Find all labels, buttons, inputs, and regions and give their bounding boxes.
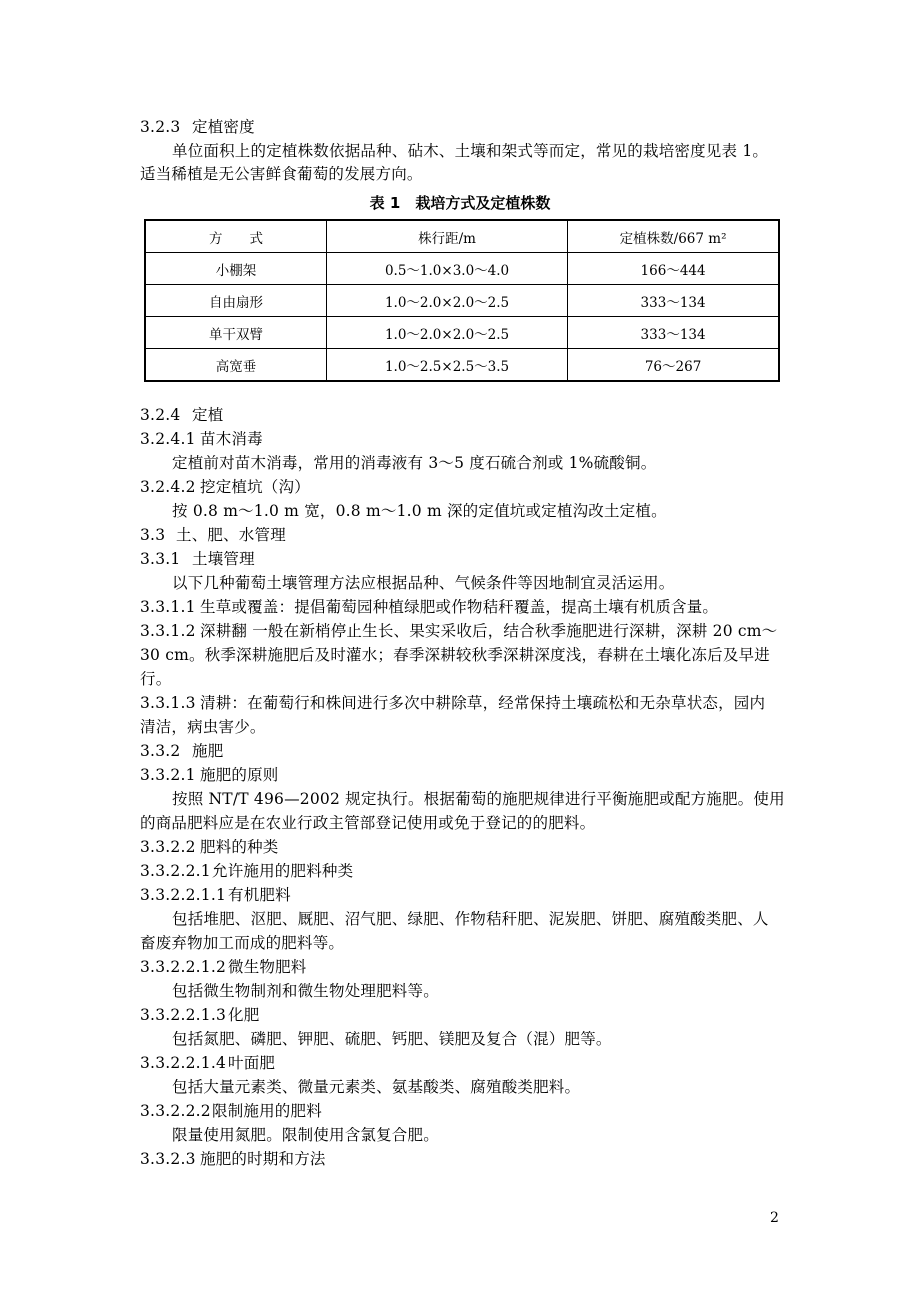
section-number: 3.3.2.3 <box>140 1150 196 1168</box>
heading-3-3-2-3 <box>140 1148 790 1170</box>
section-number: 3.3 <box>140 526 166 544</box>
section-title: 施肥 <box>192 742 224 760</box>
paragraph-line: 清洁，病虫害少。 <box>140 718 266 736</box>
heading-3-2-4-1 <box>140 428 790 450</box>
page-number: 2 <box>770 1210 779 1226</box>
table-header-cell: 方 式 <box>145 220 326 253</box>
table-header-row <box>145 220 779 253</box>
table-cell: 单干双臂 <box>145 317 326 349</box>
table-cell: 1.0～2.5×2.5～3.5 <box>326 349 567 382</box>
heading-3-3-2-2-1-4 <box>140 1052 790 1074</box>
heading-3-3-2-1 <box>140 764 790 786</box>
table-header-cell: 株行距/m <box>326 220 567 253</box>
section-title: 允许施用的肥料种类 <box>212 862 354 880</box>
section-title: 生草或覆盖：提倡葡萄园种植绿肥或作物秸秆覆盖，提高土壤有机质含量。 <box>200 598 719 616</box>
section-title: 限制施用的肥料 <box>212 1102 322 1120</box>
section-number: 3.3.1.2 <box>140 622 196 640</box>
section-number: 3.3.1.1 <box>140 598 196 616</box>
section-number: 3.3.2.2.1.4 <box>140 1054 227 1072</box>
table-cell: 1.0～2.0×2.0～2.5 <box>326 285 567 317</box>
section-number: 3.3.2.2.1.2 <box>140 958 227 976</box>
section-number: 3.3.1.3 <box>140 694 196 712</box>
section-number: 3.3.2.2.2 <box>140 1102 211 1120</box>
paragraph-line: 限量使用氮肥。限制使用含氯复合肥。 <box>172 1126 439 1144</box>
table-cell: 高宽垂 <box>145 349 326 382</box>
table-cell: 1.0～2.0×2.0～2.5 <box>326 317 567 349</box>
table-cell: 小棚架 <box>145 253 326 285</box>
table-cell: 76～267 <box>568 349 779 382</box>
heading-3-3-1-1 <box>140 596 790 618</box>
heading-3-3-2 <box>140 740 790 762</box>
paragraph-line: 行。 <box>140 670 172 688</box>
section-title: 定植 <box>192 406 224 424</box>
heading-3-2-4-2 <box>140 476 790 498</box>
heading-3-3-2-2-1 <box>140 860 790 882</box>
section-title: 施肥的原则 <box>200 766 279 784</box>
heading-3-2-3 <box>140 116 790 138</box>
table-row <box>145 285 779 317</box>
heading-3-3-1-3 <box>140 692 790 714</box>
heading-3-3-2-2-1-1 <box>140 884 790 906</box>
paragraph-line: 30 cm。秋季深耕施肥后及时灌水；春季深耕较秋季深耕深度浅，春耕在土壤化冻后及早进 <box>140 646 770 664</box>
paragraph-line: 适当稀植是无公害鲜食葡萄的发展方向。 <box>140 165 423 183</box>
table-caption: 表 1 栽培方式及定植株数 <box>369 194 551 212</box>
paragraph-line: 包括大量元素类、微量元素类、氨基酸类、腐殖酸类肥料。 <box>172 1078 581 1096</box>
section-number: 3.3.2.2.1.3 <box>140 1006 227 1024</box>
table-cell: 333～134 <box>568 285 779 317</box>
heading-3-3-2-2-2 <box>140 1100 790 1122</box>
section-number: 3.2.3 <box>140 118 181 136</box>
heading-3-3-2-2 <box>140 836 790 858</box>
heading-3-3 <box>140 524 790 546</box>
paragraph-line: 定植前对苗木消毒，常用的消毒液有 3～5 度石硫合剂或 1%硫酸铜。 <box>172 454 657 472</box>
table-row <box>145 349 779 382</box>
paragraph-line: 以下几种葡萄土壤管理方法应根据品种、气候条件等因地制宜灵活运用。 <box>172 574 675 592</box>
section-number: 3.3.2.2.1 <box>140 862 211 880</box>
section-title: 有机肥料 <box>228 886 291 904</box>
paragraph-line: 单位面积上的定植株数依据品种、砧木、土壤和架式等而定，常见的栽培密度见表 1。 <box>172 142 769 160</box>
table-header-cell: 定植株数/667 m² <box>568 220 779 253</box>
section-title: 叶面肥 <box>228 1054 276 1072</box>
table-row <box>145 317 779 349</box>
table-cell: 333～134 <box>568 317 779 349</box>
section-title: 挖定植坑（沟） <box>200 478 310 496</box>
paragraph-line: 包括堆肥、沤肥、厩肥、沼气肥、绿肥、作物秸秆肥、泥炭肥、饼肥、腐殖酸类肥、人 <box>172 910 769 928</box>
section-number: 3.3.2.1 <box>140 766 196 784</box>
table-cell: 166～444 <box>568 253 779 285</box>
section-number: 3.2.4 <box>140 406 181 424</box>
table-cell: 0.5～1.0×3.0～4.0 <box>326 253 567 285</box>
section-title: 微生物肥料 <box>228 958 307 976</box>
section-number: 3.3.1 <box>140 550 181 568</box>
table-planting-density <box>144 219 780 382</box>
paragraph-line: 包括氮肥、磷肥、钾肥、硫肥、钙肥、镁肥及复合（混）肥等。 <box>172 1030 612 1048</box>
section-title: 清耕：在葡萄行和株间进行多次中耕除草，经常保持土壤疏松和无杂草状态，园内 <box>200 694 766 712</box>
heading-3-2-4 <box>140 404 790 426</box>
table-row <box>145 253 779 285</box>
section-number: 3.2.4.2 <box>140 478 196 496</box>
paragraph-line: 包括微生物制剂和微生物处理肥料等。 <box>172 982 439 1000</box>
section-title: 肥料的种类 <box>200 838 279 856</box>
heading-3-3-2-2-1-2 <box>140 956 790 978</box>
section-title: 土壤管理 <box>192 550 255 568</box>
paragraph-line: 按照 NT/T 496—2002 规定执行。根据葡萄的施肥规律进行平衡施肥或配方施肥。使用 <box>172 790 785 808</box>
section-number: 3.2.4.1 <box>140 430 196 448</box>
section-number: 3.3.2 <box>140 742 181 760</box>
table-cell: 自由扇形 <box>145 285 326 317</box>
section-number: 3.3.2.2 <box>140 838 196 856</box>
heading-3-3-1 <box>140 548 790 570</box>
heading-3-3-1-2 <box>140 620 790 642</box>
section-title: 化肥 <box>228 1006 260 1024</box>
paragraph-line: 畜废弃物加工而成的肥料等。 <box>140 934 345 952</box>
section-title: 深耕翻 一般在新梢停止生长、果实采收后，结合秋季施肥进行深耕，深耕 20 cm～ <box>200 622 778 640</box>
section-title: 苗木消毒 <box>200 430 263 448</box>
section-title: 施肥的时期和方法 <box>200 1150 326 1168</box>
section-title: 土、肥、水管理 <box>176 526 286 544</box>
paragraph-line: 的商品肥料应是在农业行政主管部登记使用或免于登记的的肥料。 <box>140 814 596 832</box>
section-title: 定植密度 <box>192 118 255 136</box>
heading-3-3-2-2-1-3 <box>140 1004 790 1026</box>
section-number: 3.3.2.2.1.1 <box>140 886 227 904</box>
paragraph-line: 按 0.8 m～1.0 m 宽，0.8 m～1.0 m 深的定值坑或定植沟改土定植。 <box>172 502 667 520</box>
